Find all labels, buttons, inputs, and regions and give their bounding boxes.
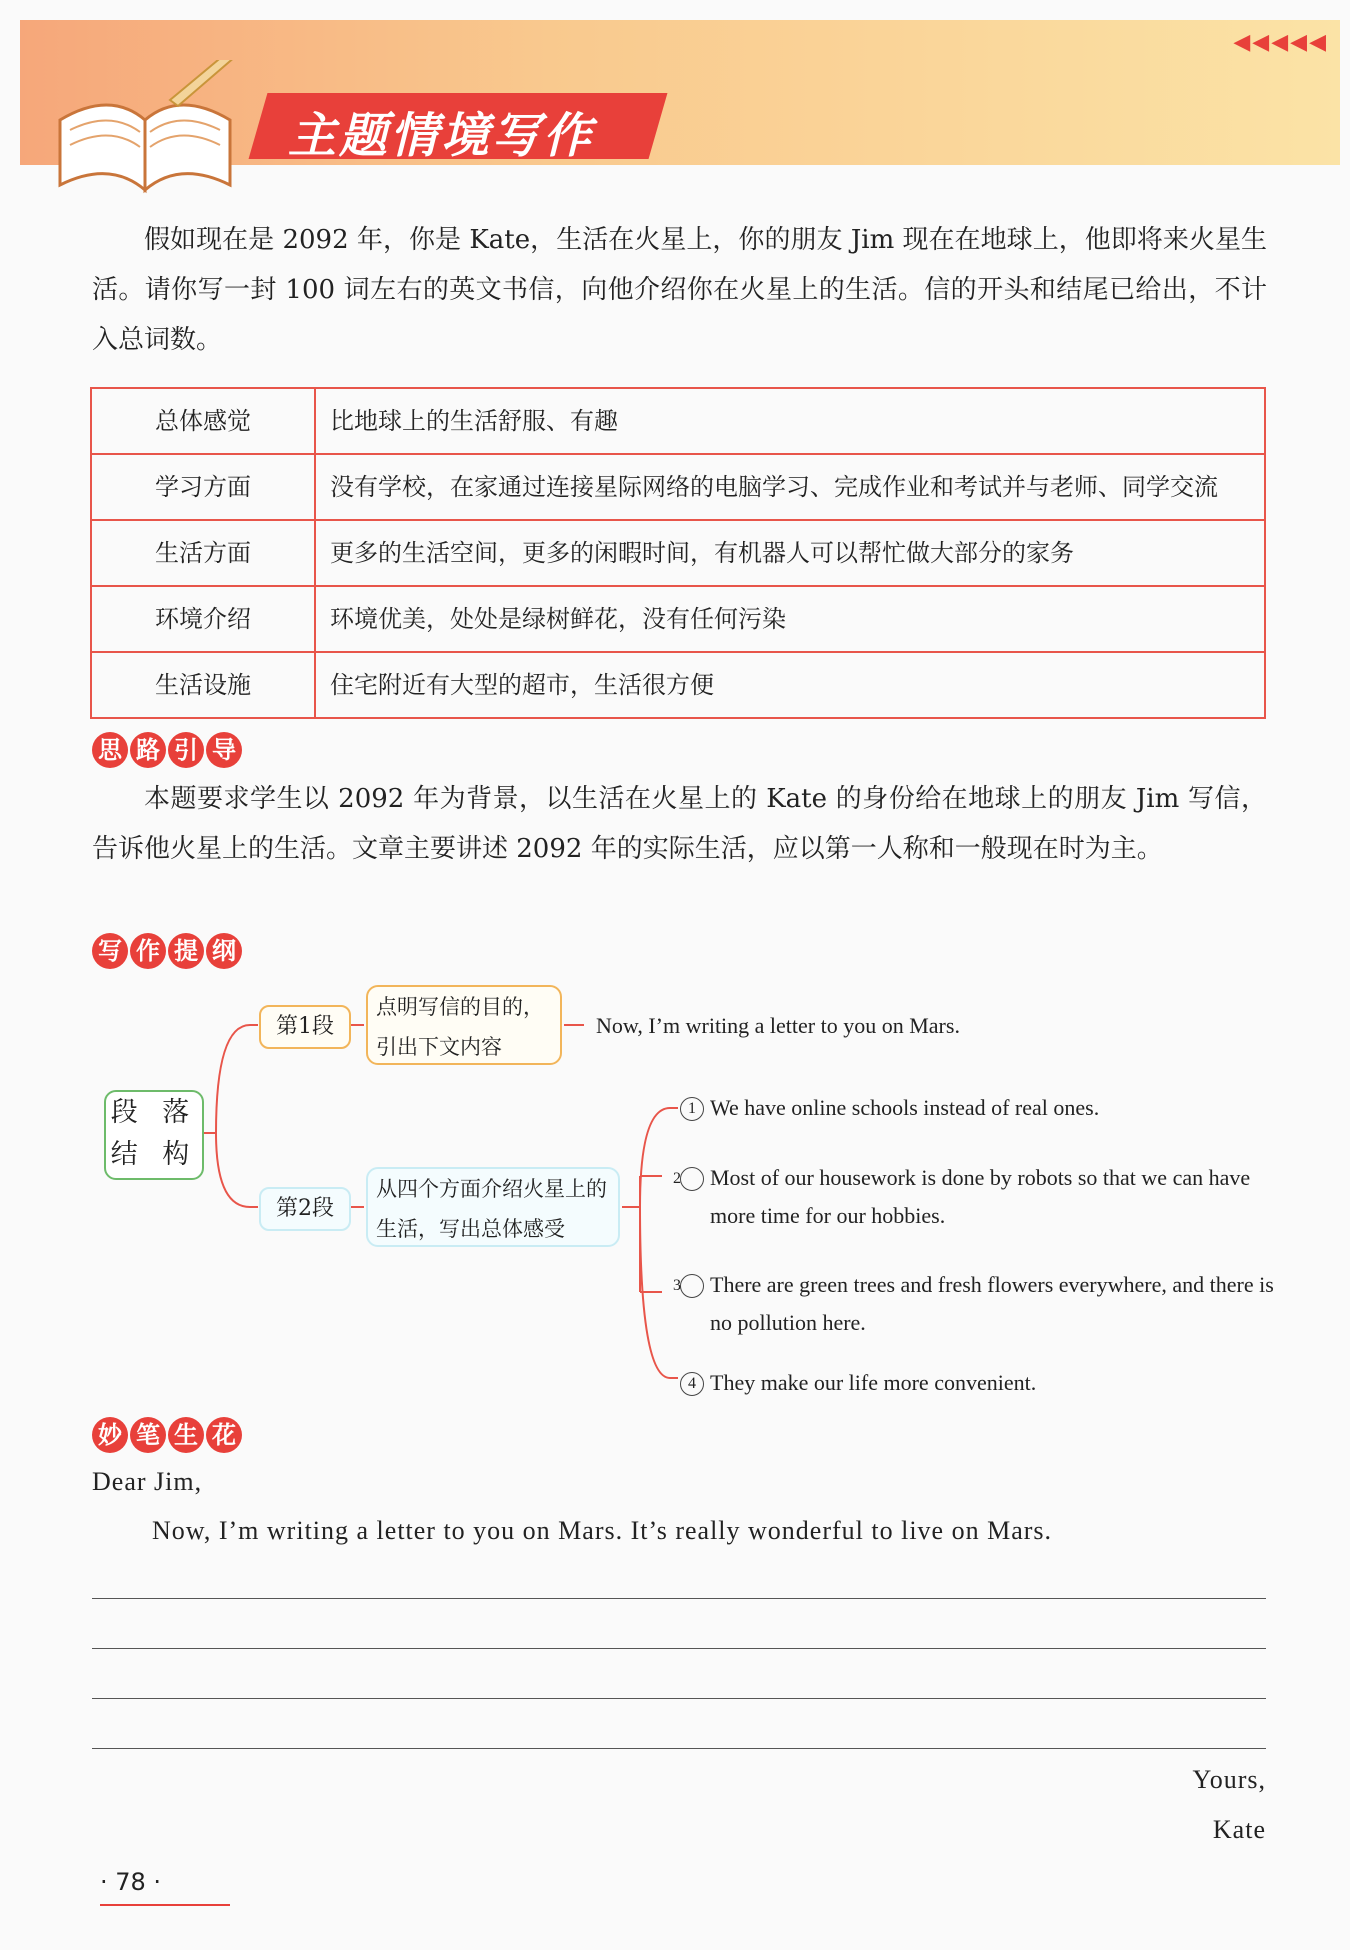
table-key: 生活设施 [91, 652, 315, 718]
section-char: 生 [168, 1417, 204, 1453]
table-row [91, 652, 1265, 718]
section-char: 思 [92, 732, 128, 768]
table-key: 生活方面 [91, 520, 315, 586]
letter-opening: Now, I’m writing a letter to you on Mars. It’s really wonderful to live on Mars. [152, 1516, 1053, 1545]
point-number: 3 [680, 1274, 704, 1298]
writing-line[interactable] [92, 1598, 1266, 1599]
point-number: 1 [680, 1097, 704, 1121]
point-4 [680, 1364, 1280, 1402]
paragraph-2-label: 第2段 [259, 1187, 351, 1231]
arrow-decoration-icon: ◀◀◀◀◀ [1233, 30, 1328, 55]
point-text: Most of our housework is done by robots so that we can have more time for our hobbies. [710, 1165, 1251, 1228]
point-2 [673, 1159, 1290, 1235]
point-3 [673, 1266, 1290, 1342]
paragraph-1-label: 第1段 [259, 1005, 351, 1049]
table-key: 环境介绍 [91, 586, 315, 652]
section-char: 妙 [92, 1417, 128, 1453]
guide-text: 本题要求学生以 2092 年为背景，以生活在火星上的 Kate 的身份给在地球上的朋友 Jim 写信，告诉他火星上的生活。文章主要讲述 2092 年的实际生活，应以第一人称和一般现在时为主。 [92, 784, 1267, 864]
section-header-outline [92, 933, 242, 969]
paragraph-2-description: 从四个方面介绍火星上的生活，写出总体感受 [366, 1167, 620, 1247]
table-key: 总体感觉 [91, 388, 315, 454]
section-char: 引 [168, 732, 204, 768]
table-row [91, 586, 1265, 652]
info-table [90, 387, 1266, 719]
mindmap-root: 段 落 结 构 [104, 1090, 204, 1180]
table-row [91, 388, 1265, 454]
table-value: 没有学校，在家通过连接星际网络的电脑学习、完成作业和考试并与老师、同学交流 [315, 454, 1265, 520]
table-key: 学习方面 [91, 454, 315, 520]
point-number: 4 [680, 1372, 704, 1396]
table-value: 比地球上的生活舒服、有趣 [315, 388, 1265, 454]
letter-greeting: Dear Jim, [92, 1467, 203, 1496]
point-text: There are green trees and fresh flowers everywhere, and there is no pollution here. [710, 1272, 1274, 1335]
section-char: 导 [206, 732, 242, 768]
table-value: 环境优美，处处是绿树鲜花，没有任何污染 [315, 586, 1265, 652]
table-value: 住宅附近有大型的超市，生活很方便 [315, 652, 1265, 718]
point-text: We have online schools instead of real ones. [710, 1095, 1100, 1120]
section-char: 写 [92, 933, 128, 969]
page-title: 主题情境写作 [288, 108, 595, 164]
letter-closing: Yours, [1192, 1765, 1266, 1794]
page-number: · 78 · [100, 1868, 162, 1896]
table-row [91, 520, 1265, 586]
task-description: 假如现在是 2092 年，你是 Kate，生活在火星上，你的朋友 Jim 现在在地球上，他即将来火星生活。请你写一封 100 词左右的英文书信，向他介绍你在火星上的生活。信的开头和结尾已给出，不计入总词数。 [92, 225, 1267, 355]
section-char: 路 [130, 732, 166, 768]
section-header-guide [92, 732, 242, 768]
section-char: 纲 [206, 933, 242, 969]
writing-line[interactable] [92, 1698, 1266, 1699]
point-number: 2 [680, 1167, 704, 1191]
point-1 [680, 1089, 1280, 1127]
writing-line[interactable] [92, 1748, 1266, 1749]
section-char: 提 [168, 933, 204, 969]
writing-line[interactable] [92, 1648, 1266, 1649]
section-char: 笔 [130, 1417, 166, 1453]
paragraph-1-description: 点明写信的目的，引出下文内容 [366, 985, 562, 1065]
table-value: 更多的生活空间，更多的闲暇时间，有机器人可以帮忙做大部分的家务 [315, 520, 1265, 586]
page-number-underline [100, 1904, 230, 1906]
paragraph-1-sentence: Now, I’m writing a letter to you on Mars. [596, 1013, 960, 1038]
letter-signature: Kate [1212, 1815, 1266, 1844]
section-char: 作 [130, 933, 166, 969]
section-header-write [92, 1417, 242, 1453]
section-char: 花 [206, 1417, 242, 1453]
point-text: They make our life more convenient. [710, 1370, 1037, 1395]
open-book-icon [50, 60, 240, 200]
table-row [91, 454, 1265, 520]
